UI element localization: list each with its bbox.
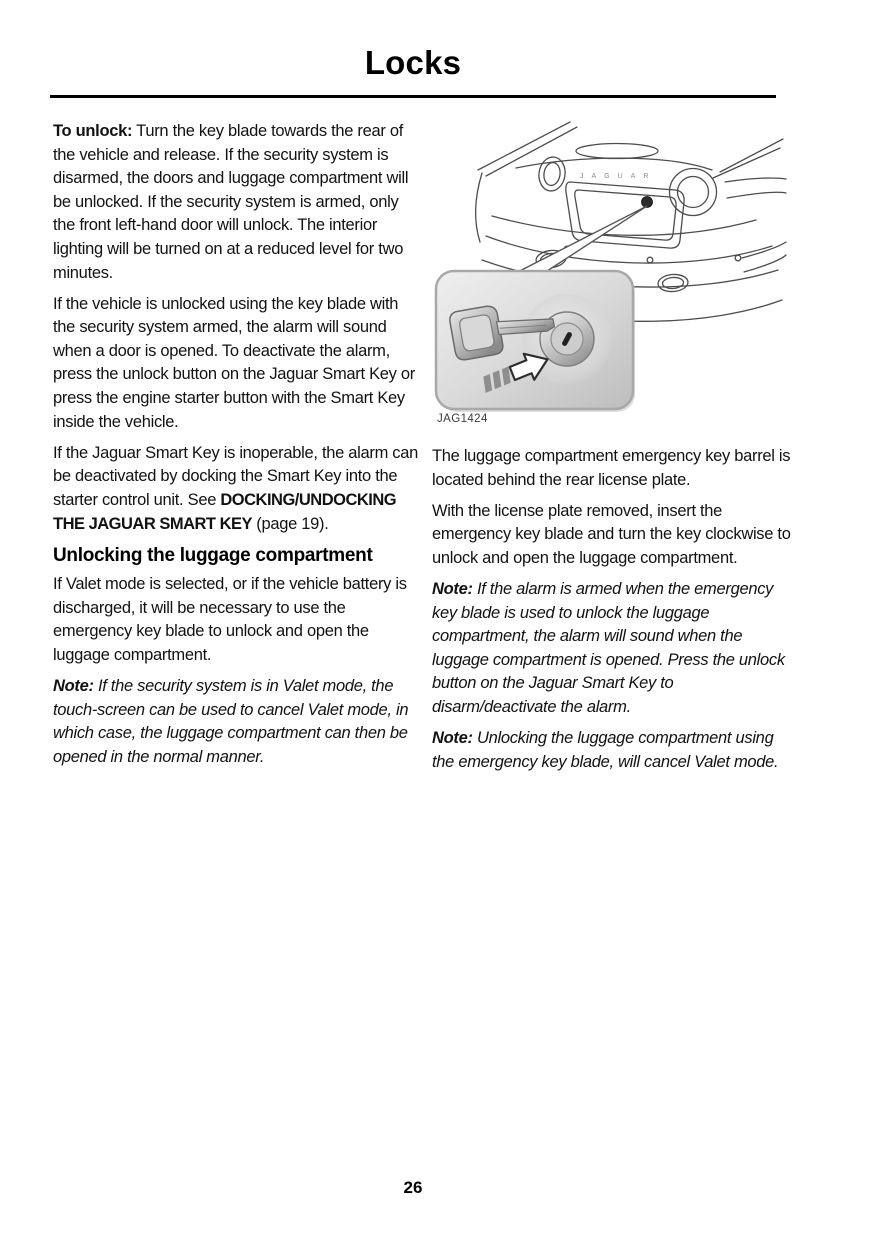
note-label: Note:	[432, 729, 473, 748]
note-valet-touchscreen: Note: If the security system is in Valet mode, the touch-screen can be used to cancel Valet mode, in which case, the luggage compartment can then be opened in the normal manner.	[53, 677, 409, 766]
paragraph-lead-in: To unlock:	[53, 122, 133, 140]
page-number: 26	[403, 1178, 423, 1197]
title-rule	[50, 95, 776, 98]
section-heading-unlocking-luggage: Unlocking the luggage compartment	[53, 544, 373, 566]
cross-reference-docking-undocking: DOCKING/UNDOCKING THE JAGUAR SMART KEY	[53, 490, 397, 533]
car-rear-illustration	[430, 118, 788, 414]
right-column	[432, 445, 795, 782]
jaguar-badge-text: JAGUAR	[580, 173, 657, 180]
paragraph-valet: If Valet mode is selected, or if the vehicle battery is discharged, it will be necessary to use the emergency key blade to unlock and open the luggage compartment.	[53, 575, 407, 664]
note-label: Note:	[432, 579, 473, 598]
paragraph-to-unlock: To unlock: Turn the key blade towards the rear of the vehicle and release. If the security system is disarmed, the doors and luggage compartment will be unlocked. If the security system is armed, only the front left-hand door will unlock. The interior lighting will be turned on at a reduced level for two minutes.	[53, 122, 409, 282]
key-inset-panel	[436, 271, 635, 412]
paragraph-docking: If the Jaguar Smart Key is inoperable, the alarm can be deactivated by docking the Smart Key into the starter control unit. See DOCKING/UNDOCKING THE JAGUAR SMART KEY (page 19).	[53, 443, 419, 533]
paragraph-license-plate: With the license plate removed, insert the emergency key blade and turn the key clockwise to unlock and open the luggage compartment.	[432, 501, 791, 567]
page-title: Locks	[364, 44, 462, 81]
paragraph-alarm: If the vehicle is unlocked using the key blade with the security system armed, the alarm will sound when a door is opened. To deactivate the alarm, press the unlock button on the Jaguar Smart Key or press the engine starter button with the Smart Key inside the vehicle.	[53, 294, 415, 431]
left-column	[53, 120, 420, 777]
note-label: Note:	[53, 677, 94, 696]
car-rear-svg	[430, 118, 788, 414]
note-cancel-valet: Note: Unlocking the luggage compartment using the emergency key blade, will cancel Valet mode.	[432, 729, 779, 771]
callout-pointer	[502, 206, 647, 280]
paragraph-key-barrel: The luggage compartment emergency key barrel is located behind the rear license plate.	[432, 447, 791, 489]
figure-label: JAG1424	[437, 413, 488, 425]
note-alarm-armed: Note: If the alarm is armed when the emergency key blade is used to unlock the luggage compartment, the alarm will sound when the luggage compartment is opened. Press the unlock button on the Jaguar Smart Key to disarm/deactivate the alarm.	[432, 579, 785, 716]
